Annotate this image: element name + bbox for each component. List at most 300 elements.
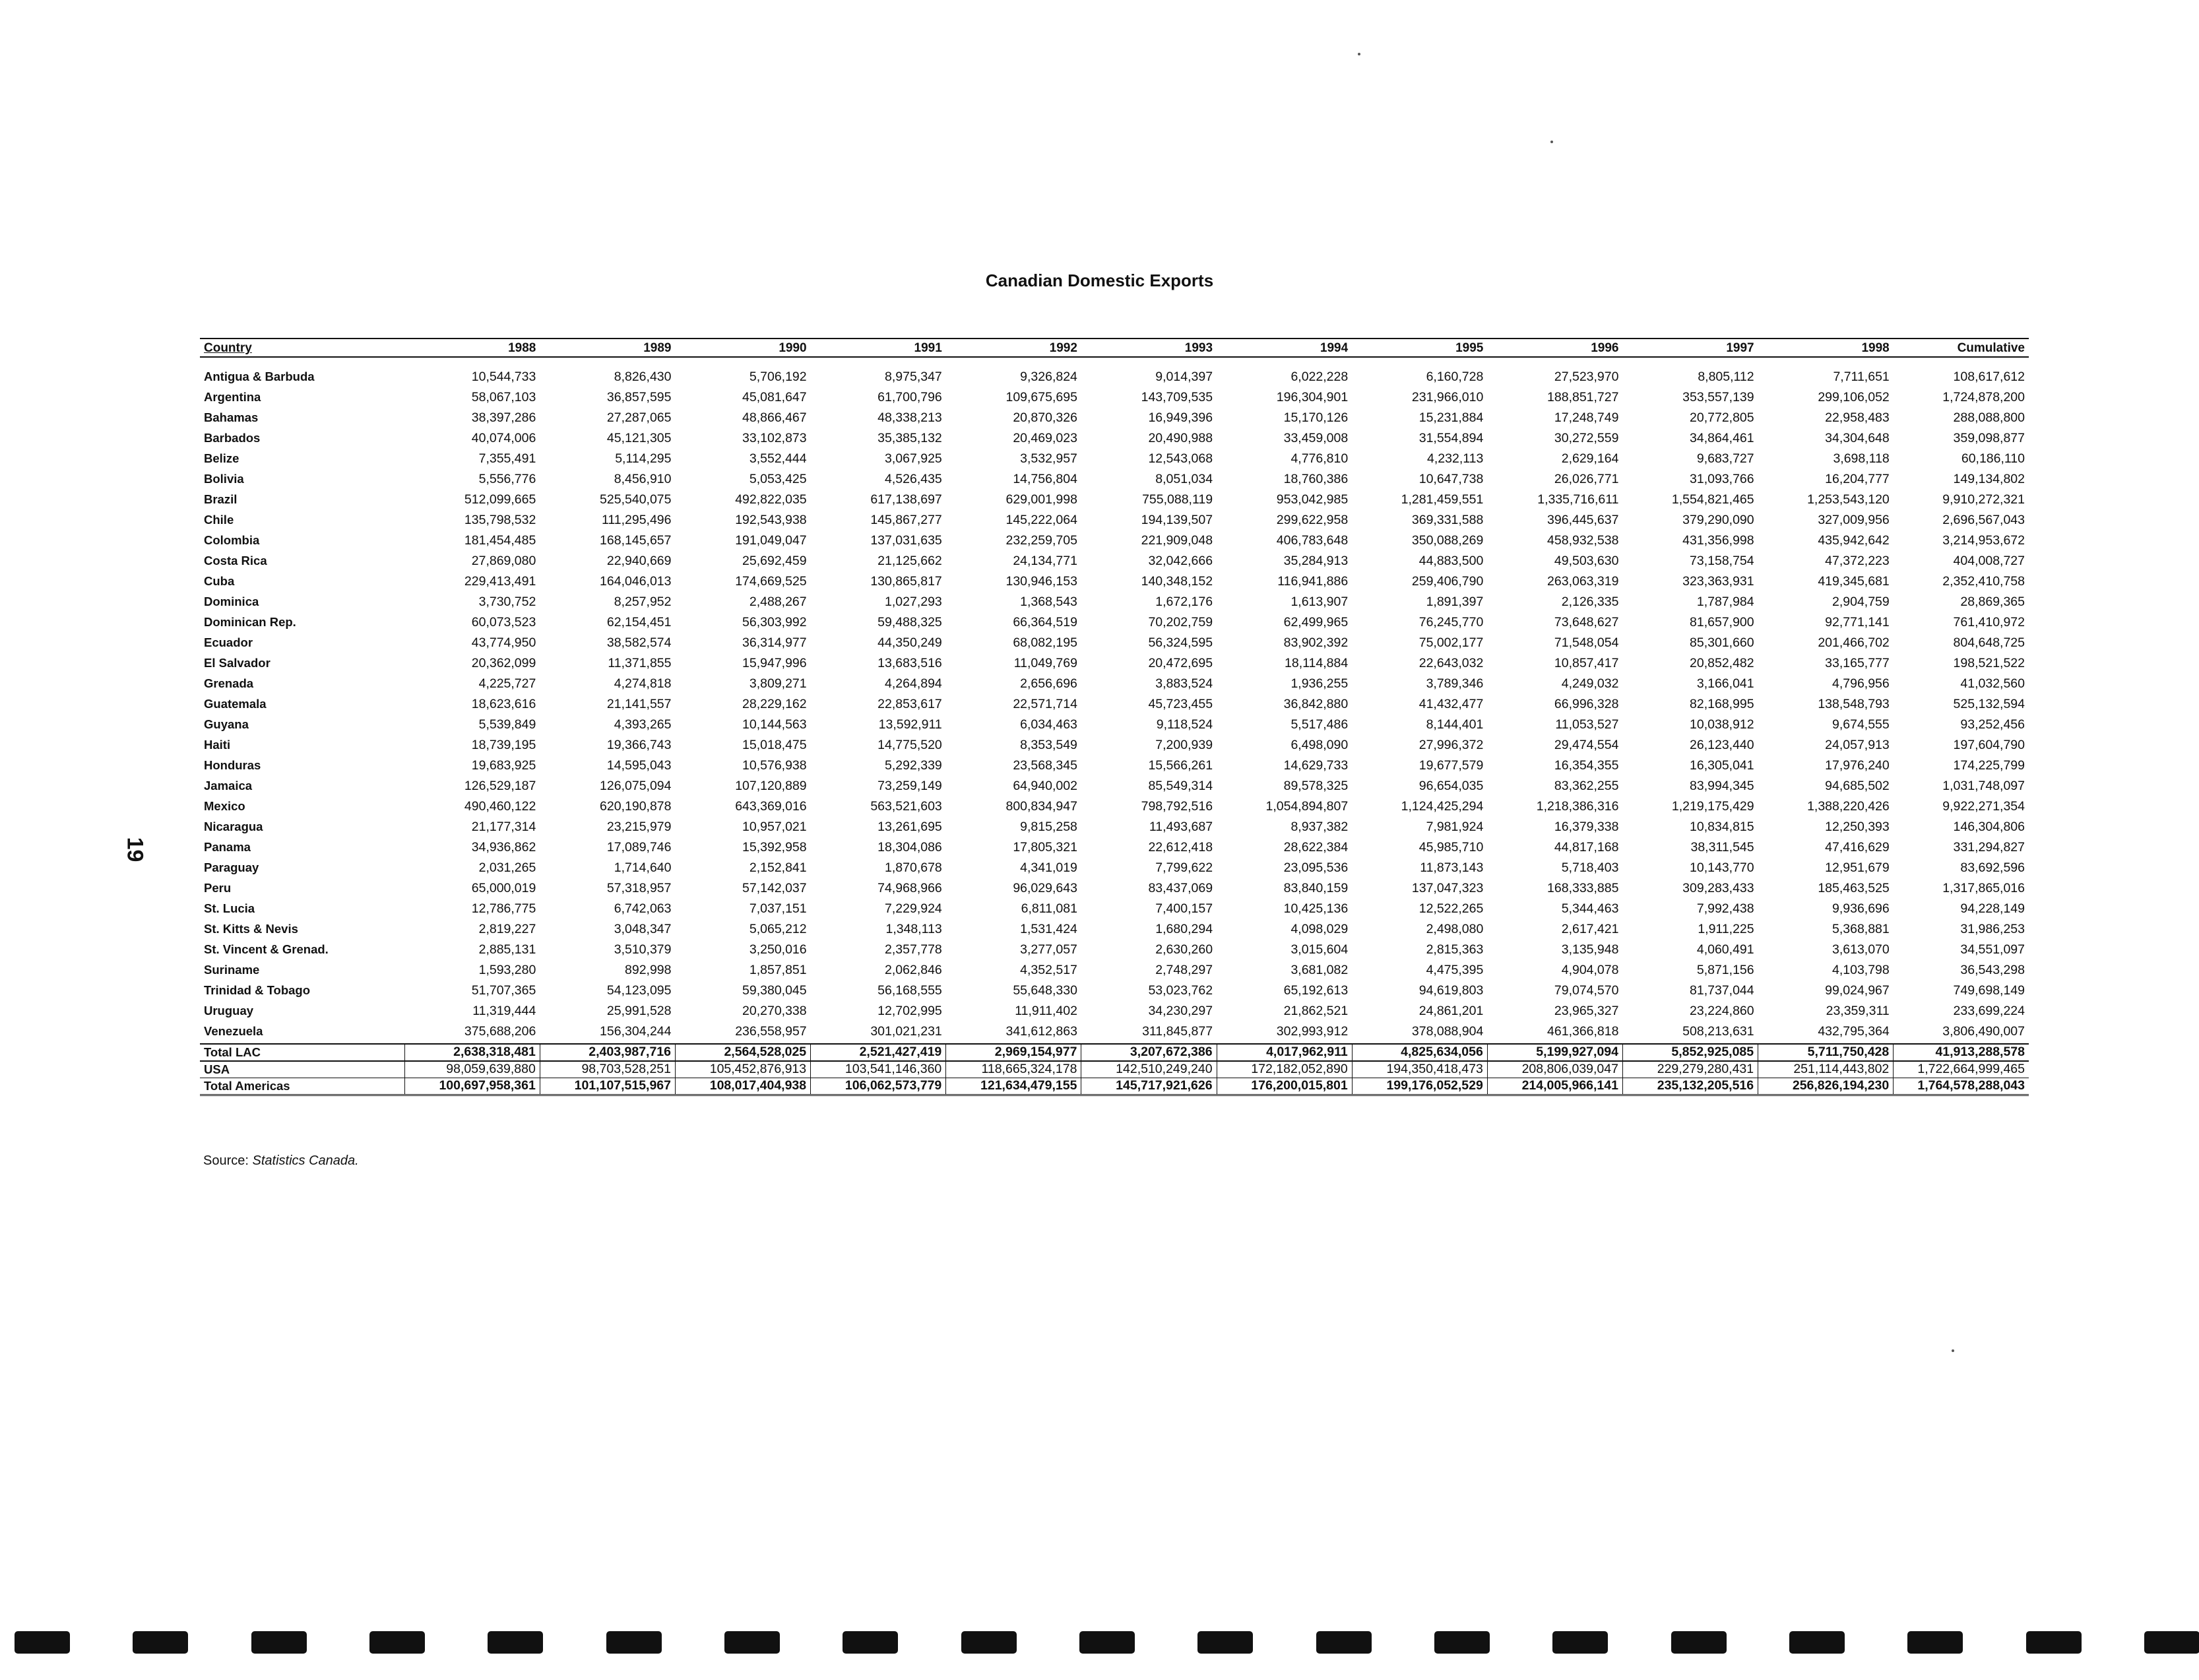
table-cell: 100,697,958,361	[404, 1078, 540, 1095]
table-row	[200, 490, 2029, 510]
table-cell: 1,680,294	[1155, 921, 1213, 936]
table-cell: 2,696,567,043	[1942, 512, 2025, 527]
film-hole	[1907, 1631, 1963, 1654]
column-header: 1996	[1591, 341, 1619, 355]
table-cell: 2,403,987,716	[540, 1044, 675, 1061]
table-cell: 64,940,002	[1013, 778, 1077, 793]
table-cell: 311,845,877	[1142, 1023, 1213, 1039]
table-cell: 3,730,752	[478, 594, 536, 609]
table-row	[200, 919, 2029, 940]
table-cell: 10,957,021	[742, 819, 807, 834]
table-cell: 22,643,032	[1418, 655, 1484, 670]
table-cell: 299,106,052	[1818, 389, 1890, 404]
table-cell: 755,088,119	[1142, 492, 1213, 507]
film-hole	[251, 1631, 307, 1654]
table-cell: 5,718,403	[1561, 860, 1619, 875]
row-label: USA	[204, 1062, 230, 1076]
table-row	[200, 551, 2029, 571]
table-cell: 12,951,679	[1825, 860, 1890, 875]
table-cell: 29,474,554	[1554, 737, 1619, 752]
source-name: Statistics Canada.	[252, 1153, 359, 1168]
table-cell: 3,883,524	[1155, 676, 1213, 691]
table-cell: 149,134,802	[1953, 471, 2025, 486]
exports-table	[200, 338, 2029, 1096]
table-cell: 4,103,798	[1832, 962, 1890, 977]
table-cell: 89,578,325	[1283, 778, 1349, 793]
table-cell: 15,170,126	[1283, 410, 1349, 425]
table-cell: 5,344,463	[1561, 901, 1619, 916]
table-cell: 461,366,818	[1547, 1023, 1619, 1039]
table-cell: 168,145,657	[600, 533, 672, 548]
table-cell: 197,604,790	[1953, 737, 2025, 752]
table-cell: 3,067,925	[885, 451, 942, 466]
table-cell: 31,093,766	[1690, 471, 1754, 486]
table-cell: 196,304,901	[1276, 389, 1349, 404]
table-cell: 7,981,924	[1426, 819, 1484, 834]
table-cell: 508,213,631	[1682, 1023, 1754, 1039]
table-cell: 1,348,113	[885, 921, 942, 936]
table-cell: 1,531,424	[1020, 921, 1077, 936]
table-cell: 126,075,094	[600, 778, 672, 793]
table-cell: 106,062,573,779	[811, 1078, 946, 1095]
table-cell: 369,331,588	[1411, 512, 1484, 527]
film-hole	[133, 1631, 188, 1654]
table-cell: 327,009,956	[1818, 512, 1890, 527]
table-cell: 137,031,635	[870, 533, 942, 548]
table-cell: 33,165,777	[1825, 655, 1890, 670]
table-cell: 18,623,616	[471, 696, 536, 711]
table-cell: 7,799,622	[1155, 860, 1213, 875]
table-cell: 191,049,047	[735, 533, 807, 548]
table-cell: 145,867,277	[870, 512, 942, 527]
table-cell: 9,683,727	[1696, 451, 1754, 466]
table-cell: 19,366,743	[606, 737, 672, 752]
table-cell: 188,851,727	[1547, 389, 1619, 404]
row-label: Dominican Rep.	[204, 615, 296, 630]
table-cell: 23,215,979	[606, 819, 672, 834]
table-cell: 23,224,860	[1690, 1003, 1754, 1018]
table-cell: 61,700,796	[877, 389, 942, 404]
table-cell: 15,947,996	[742, 655, 807, 670]
column-header: Cumulative	[1957, 341, 2025, 355]
table-cell: 1,124,425,294	[1401, 798, 1484, 814]
table-cell: 31,986,253	[1960, 921, 2025, 936]
table-cell: 259,406,790	[1411, 573, 1484, 589]
table-cell: 68,082,195	[1013, 635, 1077, 650]
table-cell: 525,132,594	[1953, 696, 2025, 711]
table-cell: 38,311,545	[1690, 839, 1754, 855]
table-cell: 323,363,931	[1682, 573, 1754, 589]
table-cell: 5,065,212	[749, 921, 807, 936]
table-cell: 10,143,770	[1690, 860, 1754, 875]
table-row	[200, 531, 2029, 551]
table-cell: 30,272,559	[1554, 430, 1619, 445]
row-label: Honduras	[204, 758, 261, 773]
table-cell: 1,219,175,429	[1671, 798, 1754, 814]
table-cell: 1,281,459,551	[1401, 492, 1484, 507]
table-cell: 45,723,455	[1148, 696, 1213, 711]
table-cell: 44,817,168	[1554, 839, 1619, 855]
header-row	[200, 339, 2029, 357]
table-cell: 1,317,865,016	[1942, 880, 2025, 895]
table-cell: 8,051,034	[1155, 471, 1213, 486]
table-cell: 35,284,913	[1283, 553, 1349, 568]
table-cell: 3,166,041	[1696, 676, 1754, 691]
table-cell: 44,350,249	[877, 635, 942, 650]
table-cell: 65,192,613	[1283, 983, 1349, 998]
table-cell: 5,539,849	[478, 717, 536, 732]
table-cell: 251,114,443,802	[1758, 1061, 1894, 1078]
table-cell: 85,301,660	[1690, 635, 1754, 650]
table-cell: 57,142,037	[742, 880, 807, 895]
table-cell: 4,060,491	[1696, 942, 1754, 957]
table-cell: 10,144,563	[742, 717, 807, 732]
table-cell: 65,000,019	[471, 880, 536, 895]
table-cell: 2,885,131	[478, 942, 536, 957]
row-label: Mexico	[204, 799, 245, 814]
table-row	[200, 1021, 2029, 1044]
table-row	[200, 981, 2029, 1001]
table-cell: 172,182,052,890	[1217, 1061, 1352, 1078]
table-cell: 34,936,862	[471, 839, 536, 855]
table-cell: 85,549,314	[1148, 778, 1213, 793]
table-cell: 256,826,194,230	[1758, 1078, 1894, 1095]
table-cell: 10,425,136	[1283, 901, 1349, 916]
table-cell: 57,318,957	[606, 880, 672, 895]
table-cell: 2,031,265	[478, 860, 536, 875]
table-cell: 62,499,965	[1283, 614, 1349, 630]
table-cell: 16,305,041	[1690, 758, 1754, 773]
table-cell: 34,230,297	[1148, 1003, 1213, 1018]
table-cell: 31,554,894	[1418, 430, 1484, 445]
table-row	[200, 960, 2029, 981]
table-cell: 4,776,810	[1291, 451, 1349, 466]
table-cell: 23,359,311	[1826, 1003, 1890, 1018]
table-cell: 82,168,995	[1690, 696, 1754, 711]
table-cell: 33,102,873	[742, 430, 807, 445]
table-cell: 396,445,637	[1547, 512, 1619, 527]
table-cell: 1,335,716,611	[1537, 492, 1619, 507]
table-cell: 22,612,418	[1148, 839, 1213, 855]
table-cell: 9,326,824	[1020, 369, 1077, 384]
table-cell: 83,692,596	[1960, 860, 2025, 875]
table-cell: 25,692,459	[742, 553, 807, 568]
scan-speck	[1550, 141, 1553, 143]
column-header: 1998	[1861, 341, 1890, 355]
table-row	[200, 817, 2029, 837]
table-cell: 9,936,696	[1832, 901, 1890, 916]
table-row	[200, 653, 2029, 674]
table-cell: 6,742,063	[614, 901, 672, 916]
table-row	[200, 858, 2029, 878]
table-cell: 4,274,818	[614, 676, 672, 691]
table-cell: 83,840,159	[1283, 880, 1349, 895]
table-cell: 12,786,775	[471, 901, 536, 916]
table-cell: 27,523,970	[1554, 369, 1619, 384]
total-lac-row	[200, 1044, 2029, 1061]
table-row	[200, 796, 2029, 817]
table-cell: 4,017,962,911	[1217, 1044, 1352, 1061]
table-cell: 9,910,272,321	[1942, 492, 2025, 507]
column-header: 1994	[1320, 341, 1349, 355]
table-cell: 59,488,325	[877, 614, 942, 630]
table-cell: 8,456,910	[614, 471, 672, 486]
row-label: Brazil	[204, 492, 238, 507]
table-cell: 5,871,156	[1696, 962, 1754, 977]
table-cell: 233,699,224	[1953, 1003, 2025, 1018]
table-cell: 5,517,486	[1291, 717, 1349, 732]
row-label: Barbados	[204, 431, 261, 445]
table-cell: 7,992,438	[1696, 901, 1754, 916]
table-cell: 11,319,444	[472, 1003, 536, 1018]
table-cell: 138,548,793	[1818, 696, 1890, 711]
row-label: St. Kitts & Nevis	[204, 922, 298, 936]
table-cell: 10,576,938	[742, 758, 807, 773]
table-cell: 1,870,678	[885, 860, 942, 875]
table-cell: 6,811,081	[1021, 901, 1077, 916]
table-cell: 5,114,295	[615, 451, 672, 466]
table-cell: 118,665,324,178	[946, 1061, 1081, 1078]
row-label: St. Lucia	[204, 901, 255, 916]
film-hole	[843, 1631, 898, 1654]
table-cell: 10,834,815	[1690, 819, 1754, 834]
table-cell: 2,815,363	[1426, 942, 1484, 957]
table-cell: 54,123,095	[606, 983, 672, 998]
table-cell: 2,564,528,025	[676, 1044, 811, 1061]
table-cell: 98,059,639,880	[404, 1061, 540, 1078]
film-hole	[1434, 1631, 1490, 1654]
table-cell: 11,371,855	[608, 655, 672, 670]
table-cell: 16,379,338	[1554, 819, 1619, 834]
table-cell: 21,125,662	[877, 553, 942, 568]
table-cell: 45,121,305	[606, 430, 672, 445]
table-cell: 14,629,733	[1283, 758, 1349, 773]
table-cell: 41,432,477	[1418, 696, 1484, 711]
table-cell: 27,869,080	[471, 553, 536, 568]
row-label: Argentina	[204, 390, 261, 404]
film-hole	[1316, 1631, 1372, 1654]
table-cell: 5,711,750,428	[1758, 1044, 1894, 1061]
table-cell: 10,544,733	[471, 369, 536, 384]
table-cell: 8,144,401	[1426, 717, 1484, 732]
table-cell: 20,469,023	[1013, 430, 1077, 445]
table-cell: 9,674,555	[1832, 717, 1890, 732]
table-cell: 142,510,249,240	[1081, 1061, 1217, 1078]
table-cell: 13,592,911	[878, 717, 942, 732]
column-header: 1995	[1455, 341, 1484, 355]
table-cell: 3,048,347	[614, 921, 672, 936]
table-cell: 81,737,044	[1690, 983, 1754, 998]
table-cell: 9,118,524	[1156, 717, 1213, 732]
table-cell: 432,795,364	[1818, 1023, 1890, 1039]
table-cell: 15,018,475	[742, 737, 807, 752]
table-cell: 27,287,065	[606, 410, 672, 425]
table-cell: 404,008,727	[1953, 553, 2025, 568]
table-cell: 73,648,627	[1554, 614, 1619, 630]
table-cell: 2,630,260	[1155, 942, 1213, 957]
source-note	[203, 1153, 359, 1169]
table-cell: 21,141,557	[606, 696, 672, 711]
table-cell: 24,861,201	[1418, 1003, 1484, 1018]
table-cell: 563,521,603	[870, 798, 942, 814]
row-label: Costa Rica	[204, 554, 267, 568]
table-row	[200, 592, 2029, 612]
table-cell: 56,324,595	[1148, 635, 1213, 650]
table-row	[200, 571, 2029, 592]
table-cell: 23,568,345	[1013, 758, 1077, 773]
table-cell: 8,975,347	[885, 369, 942, 384]
table-cell: 176,200,015,801	[1217, 1078, 1352, 1095]
usa-row	[200, 1061, 2029, 1078]
table-cell: 288,088,800	[1953, 410, 2025, 425]
table-cell: 20,270,338	[742, 1003, 807, 1018]
table-cell: 8,805,112	[1698, 369, 1754, 384]
table-row	[200, 878, 2029, 899]
table-cell: 1,722,664,999,465	[1894, 1061, 2029, 1078]
table-cell: 83,437,069	[1148, 880, 1213, 895]
table-cell: 2,904,759	[1832, 594, 1890, 609]
table-cell: 14,775,520	[877, 737, 942, 752]
table-cell: 17,248,749	[1554, 410, 1619, 425]
table-cell: 20,472,695	[1148, 655, 1213, 670]
page-title: Canadian Domestic Exports	[985, 271, 1214, 290]
column-header: 1993	[1184, 341, 1213, 355]
row-label: Cuba	[204, 574, 235, 589]
table-cell: 1,936,255	[1291, 676, 1349, 691]
table-row	[200, 837, 2029, 858]
table-cell: 14,595,043	[606, 758, 672, 773]
table-cell: 953,042,985	[1276, 492, 1349, 507]
table-cell: 83,362,255	[1554, 778, 1619, 793]
table-cell: 892,998	[625, 962, 672, 977]
table-cell: 126,529,187	[464, 778, 536, 793]
table-cell: 11,911,402	[1015, 1003, 1077, 1018]
table-cell: 7,037,151	[749, 901, 807, 916]
row-label: Antigua & Barbuda	[204, 370, 315, 384]
table-cell: 16,949,396	[1148, 410, 1213, 425]
table-cell: 105,452,876,913	[676, 1061, 811, 1078]
row-label: Paraguay	[204, 860, 259, 875]
table-cell: 2,819,227	[478, 921, 536, 936]
table-cell: 3,552,444	[749, 451, 807, 466]
table-cell: 2,521,427,419	[811, 1044, 946, 1061]
row-label: Colombia	[204, 533, 260, 548]
table-row	[200, 357, 2029, 387]
table-cell: 21,862,521	[1283, 1003, 1349, 1018]
table-cell: 22,940,669	[606, 553, 672, 568]
row-label: Belize	[204, 451, 239, 466]
table-cell: 231,966,010	[1411, 389, 1484, 404]
table-cell: 34,304,648	[1825, 430, 1890, 445]
table-cell: 5,292,339	[885, 758, 942, 773]
table-cell: 490,460,122	[464, 798, 536, 814]
table-cell: 13,261,695	[877, 819, 942, 834]
film-hole	[15, 1631, 70, 1654]
table-cell: 45,985,710	[1418, 839, 1484, 855]
table-cell: 419,345,681	[1818, 573, 1890, 589]
table-cell: 3,207,672,386	[1081, 1044, 1217, 1061]
table-cell: 3,698,118	[1833, 451, 1890, 466]
table-cell: 18,304,086	[877, 839, 942, 855]
source-prefix: Source:	[203, 1153, 249, 1168]
table-cell: 28,229,162	[742, 696, 807, 711]
table-cell: 800,834,947	[1005, 798, 1077, 814]
table-cell: 7,711,651	[1833, 369, 1890, 384]
table-cell: 108,017,404,938	[676, 1078, 811, 1095]
table-cell: 1,054,894,807	[1265, 798, 1349, 814]
table-cell: 22,571,714	[1013, 696, 1077, 711]
table-cell: 14,756,804	[1013, 471, 1077, 486]
table-cell: 378,088,904	[1411, 1023, 1484, 1039]
table-cell: 1,593,280	[478, 962, 536, 977]
film-hole	[369, 1631, 425, 1654]
table-cell: 4,475,395	[1426, 962, 1484, 977]
table-cell: 9,922,271,354	[1942, 798, 2025, 814]
table-cell: 214,005,966,141	[1487, 1078, 1622, 1095]
table-cell: 3,532,957	[1020, 451, 1077, 466]
column-header: 1992	[1049, 341, 1077, 355]
table-cell: 2,152,841	[749, 860, 807, 875]
table-cell: 2,062,846	[885, 962, 942, 977]
page-number: 19	[122, 837, 148, 862]
table-cell: 299,622,958	[1276, 512, 1349, 527]
table-cell: 18,760,386	[1283, 471, 1349, 486]
table-cell: 629,001,998	[1005, 492, 1077, 507]
table-cell: 13,683,516	[877, 655, 942, 670]
table-cell: 4,904,078	[1561, 962, 1619, 977]
row-label: Grenada	[204, 676, 254, 691]
table-cell: 359,098,877	[1953, 430, 2025, 445]
table-cell: 3,809,271	[749, 676, 807, 691]
table-cell: 301,021,231	[870, 1023, 942, 1039]
table-cell: 34,551,097	[1960, 942, 2025, 957]
row-label: Total Americas	[204, 1078, 290, 1093]
table-cell: 66,996,328	[1554, 696, 1619, 711]
table-cell: 4,225,727	[478, 676, 536, 691]
table-cell: 15,231,884	[1418, 410, 1484, 425]
table-cell: 3,015,604	[1291, 942, 1349, 957]
table-cell: 62,154,451	[606, 614, 672, 630]
table-cell: 11,493,687	[1149, 819, 1213, 834]
table-cell: 40,074,006	[471, 430, 536, 445]
table-cell: 70,202,759	[1148, 614, 1213, 630]
table-cell: 143,709,535	[1141, 389, 1213, 404]
table-cell: 8,826,430	[614, 369, 672, 384]
table-cell: 236,558,957	[735, 1023, 807, 1039]
table-cell: 3,510,379	[614, 942, 672, 957]
table-cell: 47,372,223	[1825, 553, 1890, 568]
table-cell: 5,706,192	[749, 369, 807, 384]
row-label: Venezuela	[204, 1024, 263, 1039]
table-cell: 229,413,491	[464, 573, 536, 589]
row-label: Jamaica	[204, 779, 253, 793]
table-cell: 492,822,035	[735, 492, 807, 507]
table-cell: 15,566,261	[1148, 758, 1213, 773]
table-cell: 12,543,068	[1148, 451, 1213, 466]
scan-speck	[1358, 53, 1360, 55]
row-label: Dominica	[204, 595, 259, 609]
table-cell: 174,225,799	[1953, 758, 2025, 773]
table-cell: 4,249,032	[1561, 676, 1619, 691]
table-cell: 761,410,972	[1953, 614, 2025, 630]
table-cell: 7,400,157	[1155, 901, 1213, 916]
table-cell: 3,613,070	[1832, 942, 1890, 957]
table-cell: 2,638,318,481	[404, 1044, 540, 1061]
table-cell: 1,857,851	[749, 962, 807, 977]
table-cell: 36,314,977	[742, 635, 807, 650]
table-header	[200, 339, 2029, 357]
table-cell: 201,466,702	[1818, 635, 1890, 650]
